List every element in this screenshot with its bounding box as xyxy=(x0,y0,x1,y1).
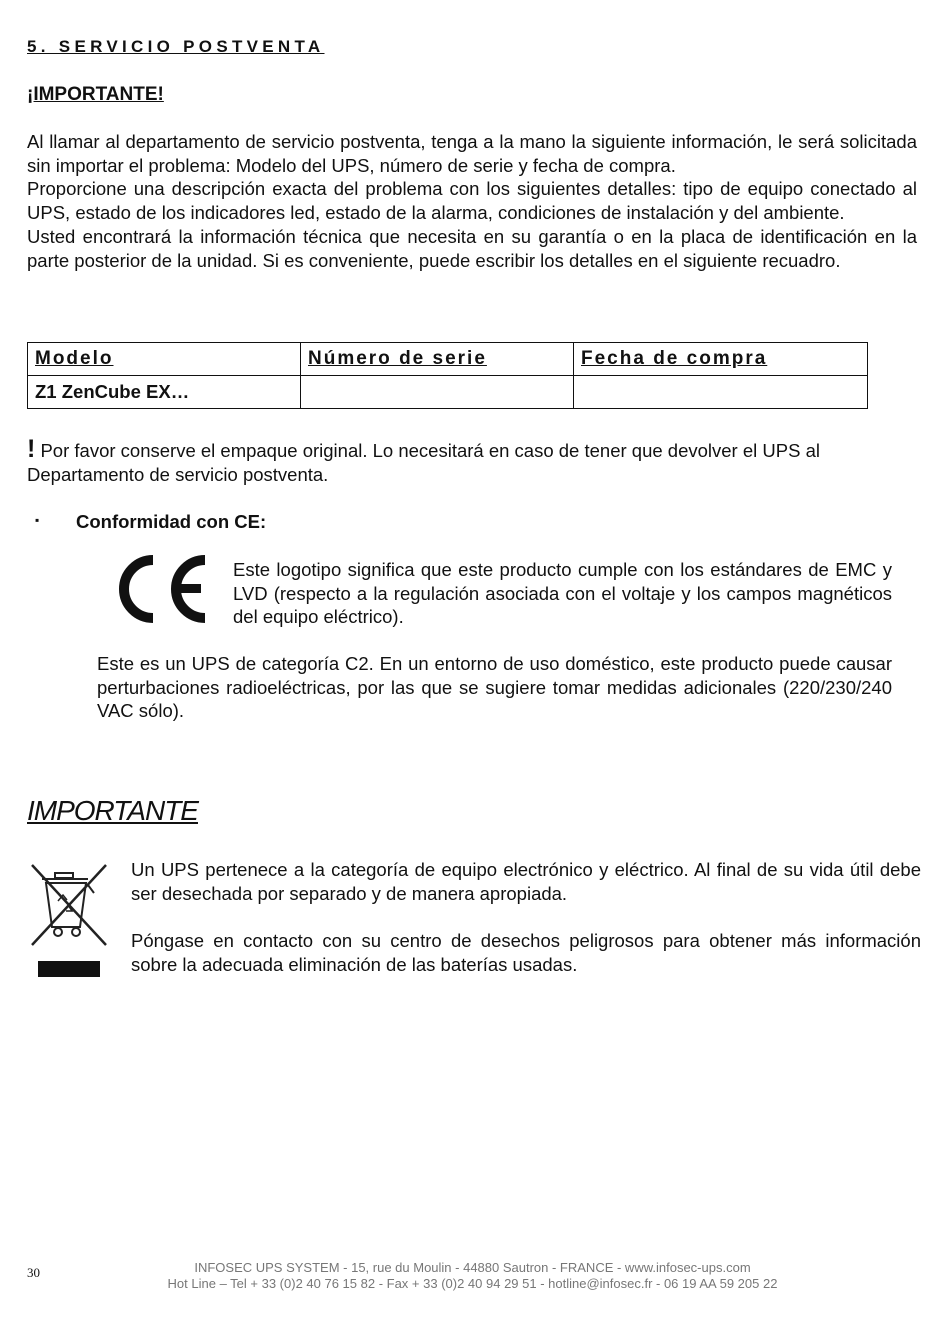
table-header-row xyxy=(28,343,868,376)
header-purchase-date: Fecha de compra xyxy=(574,343,868,376)
bullet-icon: ▪ xyxy=(35,513,40,527)
cell-serial-number xyxy=(301,376,574,409)
ce-description: Este logotipo significa que este producto cumple con los estándares de EMC y LVD (respecto a la regulación asociada con el voltaje y los campos magnéticos del equipo eléctrico). xyxy=(233,559,892,628)
intro-text xyxy=(27,130,917,272)
important-heading: IMPORTANTE xyxy=(27,795,198,826)
packaging-note xyxy=(27,437,917,487)
header-serial-number: Número de serie xyxy=(301,343,574,376)
header-model: Modelo xyxy=(28,343,301,376)
footer-contact: Hot Line – Tel + 33 (0)2 40 76 15 82 - Fax + 33 (0)2 40 94 29 51 - hotline@infosec.fr - 06 19 AA 59 205 22 xyxy=(167,1276,778,1291)
ce-mark-icon xyxy=(113,554,209,624)
intro-paragraph-2: Proporcione una descripción exacta del problema con los siguientes detalles: tipo de equipo conectado al UPS, estado de los indicadores led, estado de la alarma, condiciones de instalación y del ambiente. xyxy=(27,178,917,224)
exclamation-icon: ! xyxy=(27,435,36,463)
cell-model: Z1 ZenCube EX… xyxy=(28,376,301,409)
disposal-paragraph-2: Póngase en contacto con su centro de desechos peligrosos para obtener más información sobre la adecuada eliminación de las baterías usadas. xyxy=(131,930,921,976)
disposal-paragraph-1: Un UPS pertenece a la categoría de equipo electrónico y eléctrico. Al final de su vida útil debe ser desechada por separado y de manera apropiada. xyxy=(131,859,921,904)
page-footer xyxy=(0,1260,945,1292)
cell-purchase-date xyxy=(574,376,868,409)
crossed-out-wheelie-bin-icon xyxy=(28,857,110,987)
page-number: 30 xyxy=(27,1265,40,1280)
intro-paragraph-3: Usted encontrará la información técnica que necesita en su garantía o en la placa de identificación en la parte posterior de la unidad. Si es conveniente, puede escribir los detalles en el siguiente recuadro. xyxy=(27,225,917,271)
intro-paragraph-1: Al llamar al departamento de servicio postventa, tenga a la mano la siguiente información, le será solicitada sin importar el problema: Modelo del UPS, número de serie y fecha de compra. xyxy=(27,131,917,176)
disposal-text xyxy=(131,858,921,977)
packaging-note-text: Por favor conserve el empaque original. Lo necesitará en caso de tener que devolver el UPS al Departamento de servicio postventa. xyxy=(27,440,820,485)
important-label: ¡IMPORTANTE! xyxy=(27,84,164,105)
c2-category-text: Este es un UPS de categoría C2. En un entorno de uso doméstico, este producto puede causar perturbaciones radioeléctricas, por las que se sugiere tomar medidas adicionales (220/230/240 VAC sólo). xyxy=(97,653,892,722)
table-row xyxy=(28,376,868,409)
ce-heading: Conformidad con CE: xyxy=(76,511,267,532)
product-info-table xyxy=(27,342,868,409)
section-title: 5. SERVICIO POSTVENTA xyxy=(27,37,325,56)
footer-address: INFOSEC UPS SYSTEM - 15, rue du Moulin - 44880 Sautron - FRANCE - www.infosec-ups.com xyxy=(194,1260,751,1275)
